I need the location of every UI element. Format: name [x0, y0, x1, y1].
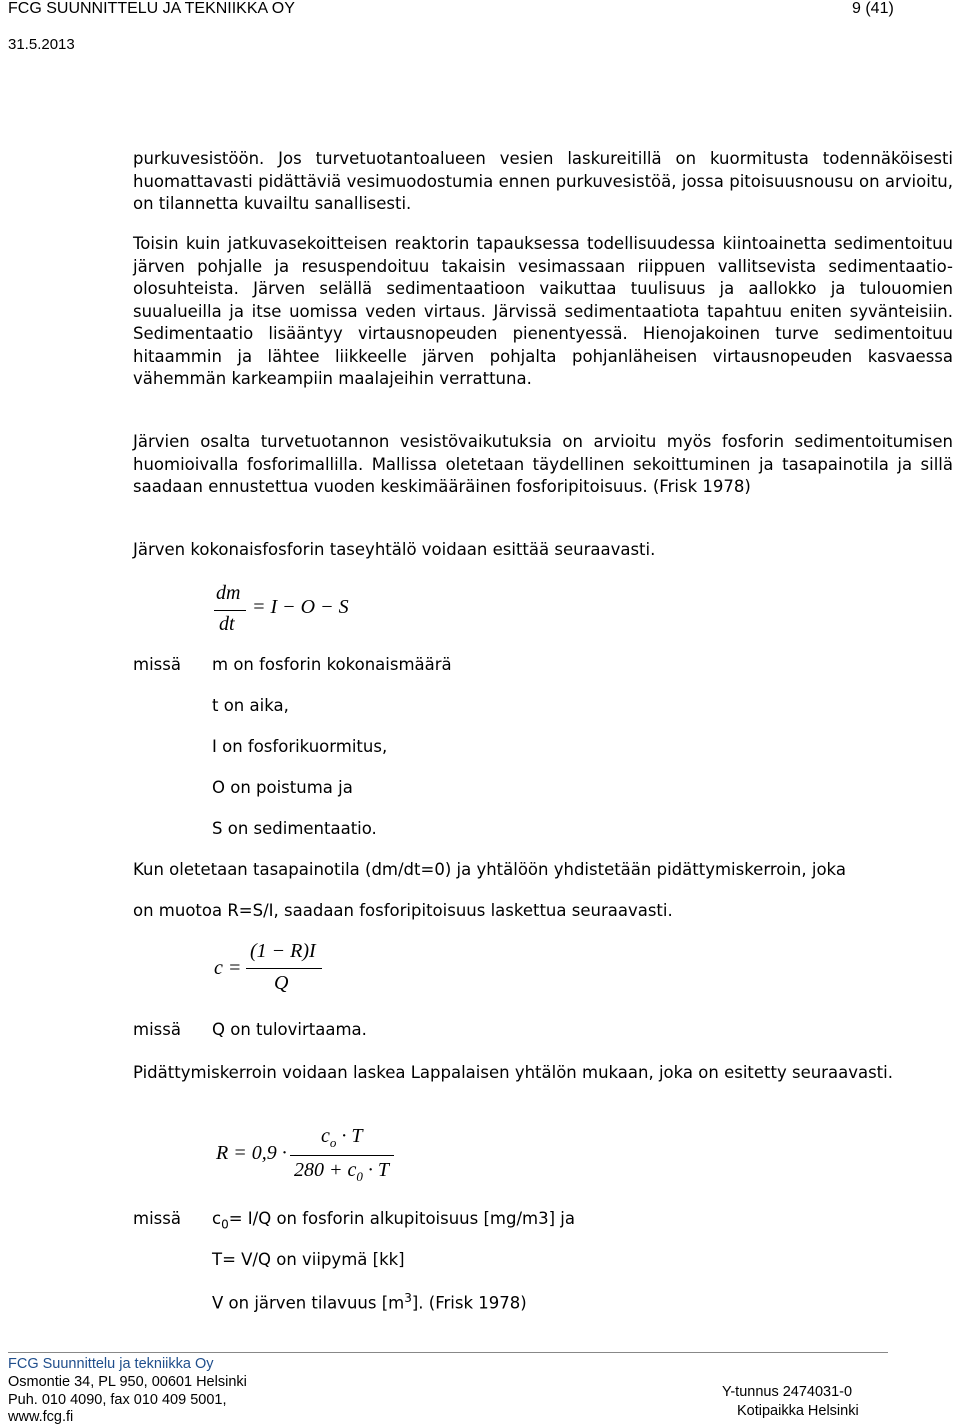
eq2-lhs: c = — [214, 957, 242, 979]
def-v-superscript: 3 — [404, 1291, 412, 1305]
eq2-fraction-bar — [246, 968, 322, 969]
footer-company: FCG Suunnittelu ja tekniikka Oy — [8, 1356, 214, 1372]
paragraph-equilibrium-line2: on muotoa R=S/I, saadaan fosforipitoisuus laskettua seuraavasti. — [133, 901, 673, 920]
where-label-3: missä — [133, 1209, 181, 1228]
eq1-denominator: dt — [219, 613, 235, 635]
definition-c0 — [212, 1209, 575, 1231]
eq3-num-tail: · T — [336, 1125, 363, 1147]
eq2-denominator: Q — [274, 972, 289, 994]
eq3-lhs: R = 0,9 · — [216, 1142, 287, 1164]
footer-website: www.fcg.fi — [8, 1409, 74, 1425]
definition-s: S on sedimentaatio. — [212, 819, 377, 838]
definition-i: I on fosforikuormitus, — [212, 737, 388, 756]
definition-t: t on aika, — [212, 696, 289, 715]
definition-o: O on poistuma ja — [212, 778, 353, 797]
eq3-den-sub: 0 — [356, 1169, 363, 1184]
eq1-numerator: dm — [216, 582, 241, 604]
def-v-text: V on järven tilavuus [m — [212, 1293, 405, 1313]
paragraph-sedimentation: Toisin kuin jatkuvasekoitteisen reaktorin tapauksessa todellisuudessa kiintoainetta sedimentoituu järven pohjalle ja resuspendoituu takaisin vesimassaan riippuen vallitsevista sedimentaatio-olosuhteista. Järven selällä sedimentaatioon vaikuttaa tuulisuus ja aallokko ja tulouomien suualueilla ja itse uomissa veden virtaus. Järvissä sedimentaatiota tapahtuu eniten syvänteisiin. Sedimentaatio lisääntyy virtausnopeuden pienentyessä. Hienojakoinen turve sedimentoituu hitaammin ja lähtee liikkeelle järven pohjalta pohjanläheisen virtausnopeuden kasvaessa vähemmän karkeampiin maalajeihin verrattuna. — [133, 234, 953, 388]
definition-v — [212, 1291, 527, 1313]
eq3-denominator — [294, 1159, 389, 1185]
eq3-num-c: c — [321, 1125, 330, 1147]
header-page-number: 9 (41) — [852, 0, 894, 17]
eq3-num-sub: o — [329, 1135, 337, 1150]
eq2-numerator: (1 − R)I — [250, 940, 316, 962]
paragraph-balance-intro: Järven kokonaisfosforin taseyhtälö voidaan esittää seuraavasti. — [133, 540, 656, 559]
def-v-tail: ]. (Frisk 1978) — [411, 1293, 527, 1313]
eq1-rhs: = I − O − S — [252, 596, 349, 618]
where-label: missä — [133, 655, 181, 674]
footer-phone: Puh. 010 4090, fax 010 409 5001, — [8, 1392, 227, 1408]
eq1-fraction-bar — [214, 610, 246, 611]
footer-address: Osmontie 34, PL 950, 00601 Helsinki — [8, 1374, 247, 1390]
footer-business-id: Y-tunnus 2474031-0 — [722, 1384, 853, 1400]
header-date: 31.5.2013 — [8, 36, 75, 53]
definition-t-residence: T= V/Q on viipymä [kk] — [212, 1250, 405, 1269]
header-company: FCG SUUNNITTELU JA TEKNIIKKA OY — [8, 0, 295, 17]
paragraph-intro: purkuvesistöön. Jos turvetuotantoalueen vesien laskureitillä on kuormitusta todennäköisesti huomattavasti pidättäviä vesimuodostumia ennen purkuvesistöä, jossa pitoisuusnousu on arvioitu, on tilannetta kuvailtu sanallisesti. — [133, 149, 953, 213]
def-c0-text: = I/Q on fosforin alkupitoisuus [mg/m3] ja — [228, 1209, 575, 1228]
def-c0-subscript: 0 — [221, 1217, 229, 1232]
paragraph-retention: Pidättymiskerroin voidaan laskea Lappalaisen yhtälön mukaan, joka on esitetty seuraavasti. — [133, 1063, 893, 1082]
footer-domicile: Kotipaikka Helsinki — [737, 1403, 859, 1419]
definition-m: m on fosforin kokonaismäärä — [212, 655, 452, 674]
eq3-fraction-bar — [290, 1155, 394, 1156]
footer-divider — [8, 1352, 888, 1353]
where-label-2: missä — [133, 1020, 181, 1039]
eq3-numerator — [321, 1125, 363, 1151]
eq3-den-main: 280 + c — [294, 1159, 357, 1181]
def-c0-symbol: c — [212, 1209, 222, 1228]
paragraph-phosphorus-model: Järvien osalta turvetuotannon vesistövaikutuksia on arvioitu myös fosforin sedimentoitumisen huomioivalla fosforimallilla. Mallissa oletetaan täydellinen sekoittuminen ja tasapainotila ja sillä saadaan ennustettua vuoden keskimääräinen fosforipitoisuus. (Frisk 1978) — [133, 432, 953, 496]
eq3-den-tail: · T — [362, 1159, 389, 1181]
definition-q: Q on tulovirtaama. — [212, 1020, 367, 1039]
paragraph-equilibrium-line1: Kun oletetaan tasapainotila (dm/dt=0) ja yhtälöön yhdistetään pidättymiskerroin, joka — [133, 860, 846, 879]
